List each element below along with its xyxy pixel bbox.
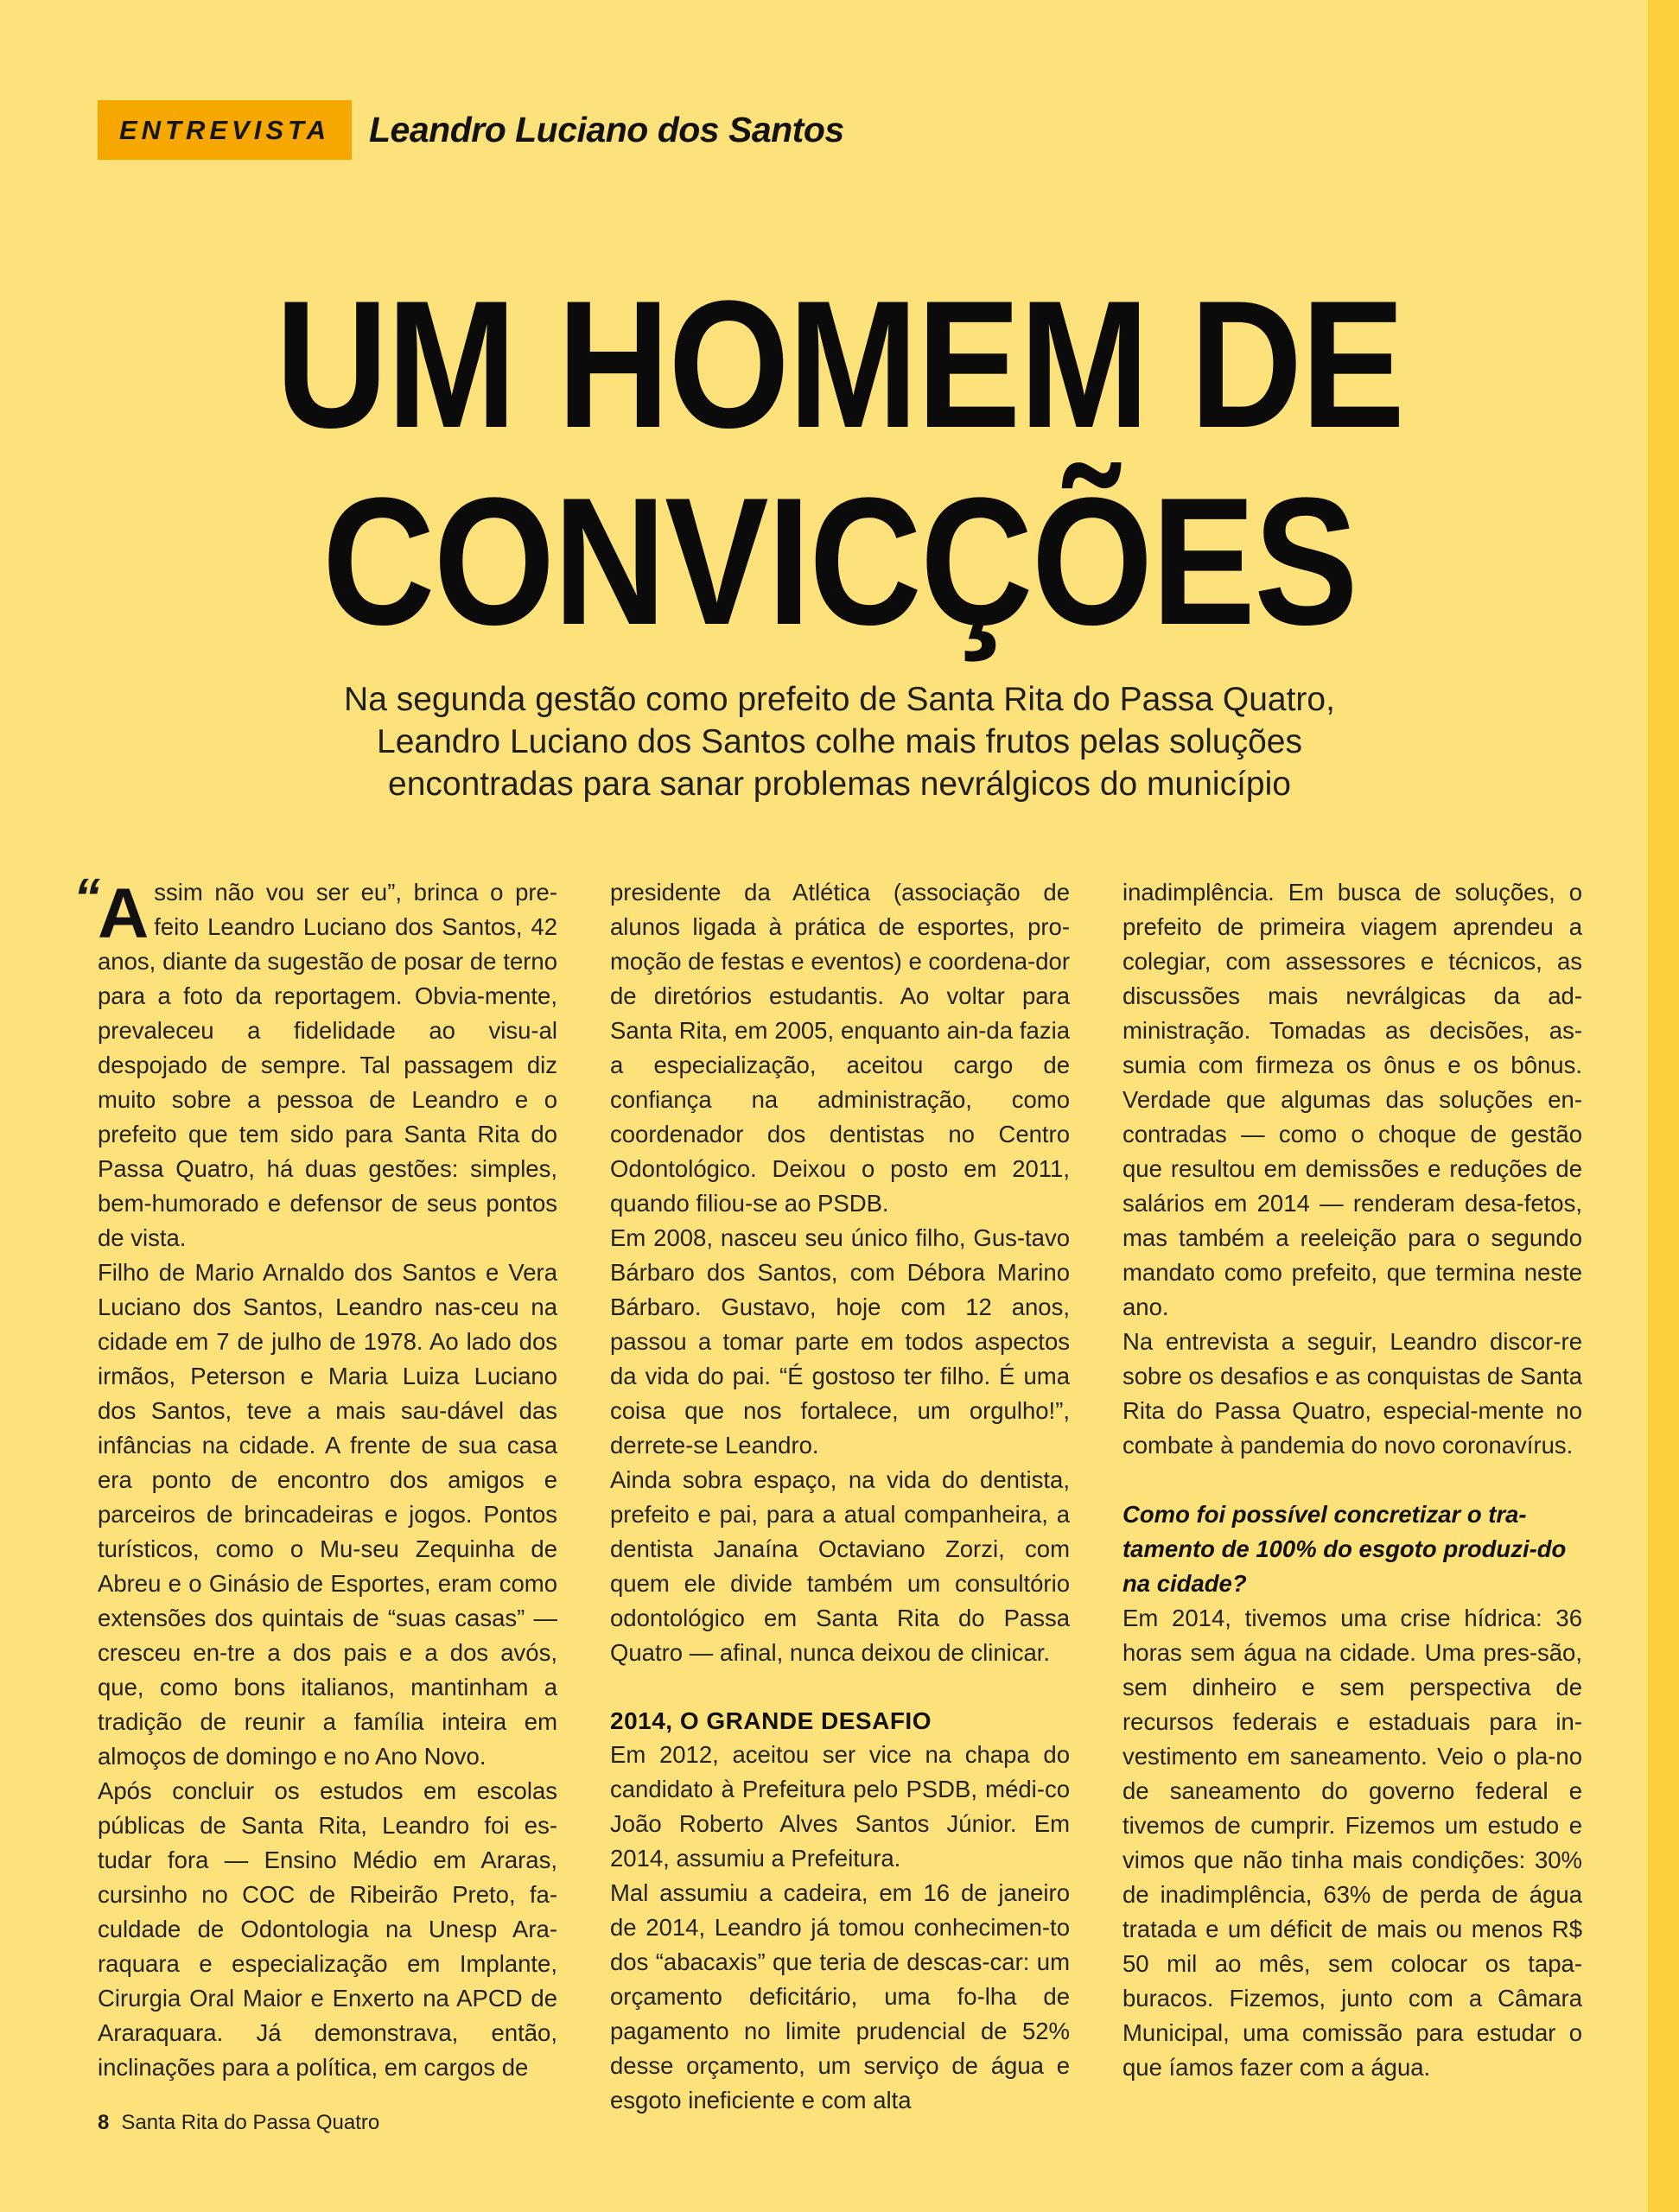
article-column-3	[1123, 875, 1582, 2085]
section-subhead: 2014, O GRANDE DESAFIO	[610, 1707, 932, 1734]
paragraph: Filho de Mario Arnaldo dos Santos e Vera Luciano dos Santos, Leandro nas-ceu na cidade em 7 de julho de 1978. Ao lado dos irmãos, Peterson e Maria Luiza Luciano dos Santos, teve a mais sau-dável das infâncias na cidade. A frente de sua casa era ponto de encontro dos amigos e parceiros de brincadeiras e jogos. Pontos turísticos, como o Mu-seu Zequinha de Abreu e o Ginásio de Esportes, eram como extensões dos quintais de “suas casas” — cresceu en-tre a dos pais e a dos avós, que, como bons italianos, mantinham a tradição de reunir a família inteira em almoços de domingo e no Ano Novo.	[98, 1259, 557, 1770]
paragraph: presidente da Atlética (associação de alunos ligada à prática de esportes, pro-moção de festas e eventos) e coordena-dor de diretórios estudantis. Ao voltar para Santa Rita, em 2005, enquanto ain-da fazia a especialização, aceitou cargo de confiança na administração, como coordenador dos dentistas no Centro Odontológico. Deixou o posto em 2011, quando filiou-se ao PSDB.	[610, 879, 1070, 1217]
page-edge-strip	[1648, 0, 1679, 2212]
paragraph: Em 2008, nasceu seu único filho, Gus-tavo Bárbaro dos Santos, com Débora Marino Bárbaro. Gustavo, hoje com 12 anos, passou a tomar parte em todos aspectos da vida do pai. “É gostoso ter filho. É uma coisa que nos fortalece, um orgulho!”, derrete-se Leandro.	[610, 1224, 1070, 1459]
paragraph-text: ssim não vou ser eu”, brinca o pre-feito Leandro Luciano dos Santos, 42 anos, diante da sugestão de posar de terno para a foto da reportagem. Obvia-mente, prevaleceu a fidelidade ao visu-al despojado de sempre. Tal passagem diz muito sobre a pessoa de Leandro e o prefeito que tem sido para Santa Rita do Passa Quatro, há duas gestões: simples, bem-humorado e defensor de seus pontos de vista.	[98, 879, 557, 1251]
paragraph: Após concluir os estudos em escolas públicas de Santa Rita, Leandro foi es-tudar fora — Ensino Médio em Araras, cursinho no COC de Ribeirão Preto, fa-culdade de Odontologia na Unesp Ara-raquara e especialização em Implante, Cirurgia Oral Maior e Enxerto na APCD de Araraquara. Já demonstrava, então, inclinações para a política, em cargos de	[98, 1777, 557, 2081]
paragraph: Na entrevista a seguir, Leandro discor-re sobre os desafios e as conquistas de Santa Rita do Passa Quatro, especial-mente no combate à pandemia do novo coronavírus.	[1123, 1328, 1583, 1459]
headline-line-2: CONVICÇÕES	[321, 460, 1358, 663]
paragraph: Mal assumiu a cadeira, em 16 de janeiro de 2014, Leandro já tomou conhecimen-to dos “abacaxis” que teria de descas-car: um orçamento deficitário, uma fo-lha de pagamento no limite prudencial de 52% desse orçamento, um serviço de água e esgoto ineficiente e com alta	[610, 1879, 1070, 2113]
interview-question: Como foi possível concretizar o tra-tamento de 100% do esgoto produzi-do na cidade?	[1123, 1501, 1567, 1597]
interviewee-name: Leandro Luciano dos Santos	[369, 110, 844, 149]
page-number: 8	[98, 2111, 110, 2134]
page-footer	[98, 2111, 379, 2135]
deck-line-2: Leandro Luciano dos Santos colhe mais frutos pelas soluções	[377, 723, 1302, 760]
section-header	[98, 100, 844, 160]
article-column-1	[98, 875, 557, 2085]
headline-line-1: UM HOMEM DE	[275, 263, 1404, 466]
deck	[259, 678, 1420, 805]
deck-line-3: encontradas para sanar problemas nevrálgicos do município	[388, 766, 1291, 803]
paragraph: inadimplência. Em busca de soluções, o prefeito de primeira viagem aprendeu a colegiar, com assessores e técnicos, as discussões mais nevrálgicas da ad-ministração. Tomadas as decisões, as-sumia com firmeza os ônus e os bônus. Verdade que algumas das soluções en-contradas — como o choque de gestão que resultou em demissões e reduções de salários em 2014 — renderam desa-fetos, mas também a reeleição para o segundo mandato como prefeito, que termina neste ano.	[1123, 879, 1582, 1320]
opening-quote-mark: “	[73, 868, 100, 928]
headline	[118, 263, 1561, 663]
paragraph: Em 2012, aceitou ser vice na chapa do candidato à Prefeitura pelo PSDB, médi-co João Roberto Alves Santos Júnior. Em 2014, assumiu a Prefeitura.	[610, 1741, 1070, 1872]
section-tag: ENTREVISTA	[98, 100, 352, 160]
drop-cap: A	[98, 874, 149, 953]
paragraph: Em 2014, tivemos uma crise hídrica: 36 horas sem água na cidade. Uma pres-são, sem dinheiro e sem perspectiva de recursos federais e estaduais para in-vestimento em saneamento. Veio o pla-no de saneamento do governo federal e tivemos de cumprir. Fizemos um estudo e vimos que não tinha mais condições: 30% de inadimplência, 63% de perda de água tratada e um déficit de mais ou menos R$ 50 mil ao mês, sem colocar os tapa-buracos. Fizemos, junto com a Câmara Municipal, uma comissão para estudar o que íamos fazer com a água.	[1123, 1605, 1582, 2081]
publication-name: Santa Rita do Passa Quatro	[121, 2111, 380, 2134]
paragraph: Ainda sobra espaço, na vida do dentista, prefeito e pai, para a atual companheira, a dentista Janaína Octaviano Zorzi, com quem ele divide também um consultório odontológico em Santa Rita do Passa Quatro — afinal, nunca deixou de clinicar.	[610, 1466, 1070, 1666]
deck-line-1: Na segunda gestão como prefeito de Santa Rita do Passa Quatro,	[344, 681, 1335, 718]
paragraph	[98, 875, 557, 1255]
article-column-2	[610, 875, 1070, 2118]
